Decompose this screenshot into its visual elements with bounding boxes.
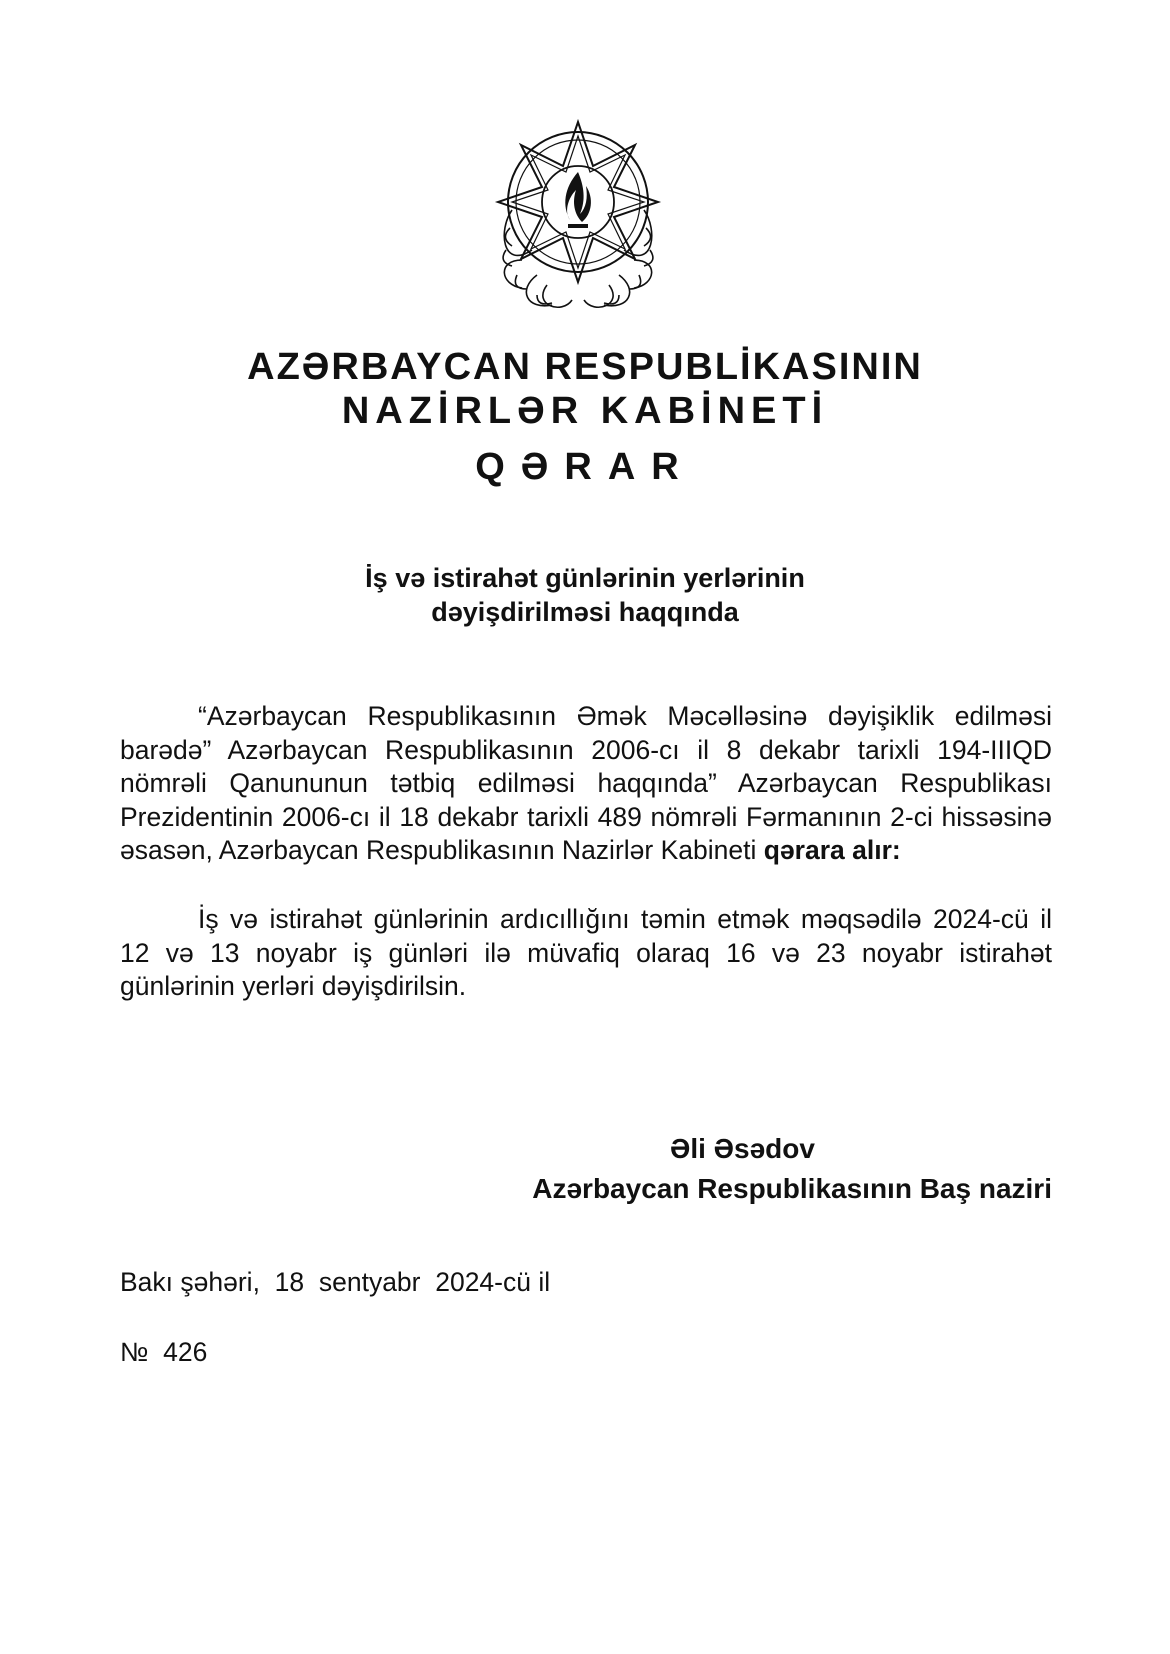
document-number: № 426 — [120, 1337, 208, 1367]
header-cabinet-line: NAZİRLƏR KABİNETİ — [341, 390, 829, 432]
signer-title: Azərbaycan Respublikasının Baş naziri — [532, 1173, 1052, 1204]
subject-line-2: dəyişdirilməsi haqqında — [431, 597, 739, 627]
body-paragraph-2: İş və istirahət günlərinin ardıcıllığını təmin etmək məqsədilə 2024-cü il 12 və 13 noyabr iş günləri ilə müvafiq olaraq 16 və 23 noyabr istirahət günlərinin yerləri dəyişdirilsin. — [120, 904, 1052, 1002]
header-republic-line: AZƏRBAYCAN RESPUBLİKASININ — [247, 346, 923, 388]
body-paragraph-1 — [120, 700, 1052, 868]
place-and-date: Bakı şəhəri, 18 sentyabr 2024-cü il — [120, 1267, 551, 1297]
paragraph-1-text: “Azərbaycan Respublikasının Əmək Məcəlləsinə dəyişiklik edilməsi barədə” Azərbaycan Respublikasının 2006-cı il 8 dekabr tarixli 194-IIIQD nömrəli Qanununun tətbiq edilməsi haqqında” Azərbaycan Respublikası Prezidentinin 2006-cı il 18 dekabr tarixli 489 nömrəli Fərmanının 2-ci hissəsinə əsasən, Azərbaycan Respublikasının Nazirlər Kabineti — [120, 701, 1052, 866]
document-type-title: QƏRAR — [475, 446, 695, 488]
signer-name: Əli Əsədov — [670, 1133, 815, 1164]
decision-phrase: qərara alır: — [763, 835, 901, 866]
subject-line-1: İş və istirahət günlərinin yerlərinin — [365, 563, 805, 593]
state-emblem-icon — [492, 110, 664, 315]
